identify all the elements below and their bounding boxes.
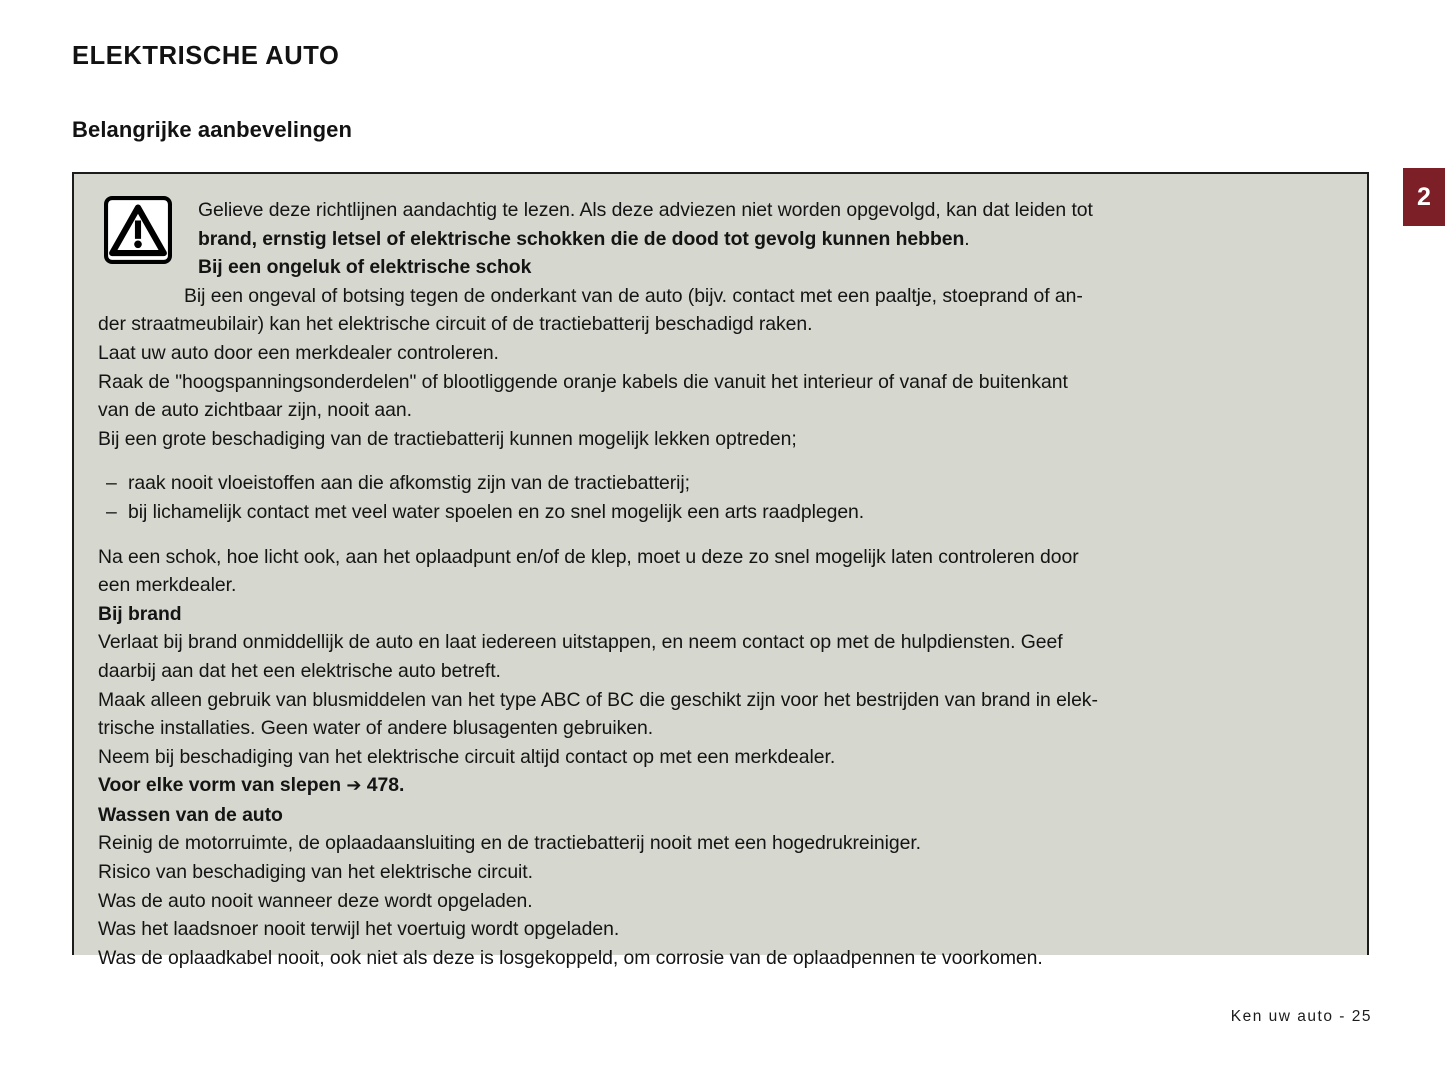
intro-line-2: [198, 225, 1343, 254]
paragraph-line: daarbij aan dat het een elektrische auto betreft.: [98, 659, 501, 682]
intro-line-3-heading: Bij een ongeluk of elektrische schok: [198, 256, 532, 279]
paragraph-line: Raak de "hoogspanningsonderdelen" of blootliggende oranje kabels die vanuit het interieur of vanaf de buitenkant: [98, 370, 1068, 393]
page-title: ELEKTRISCHE AUTO: [72, 42, 340, 70]
paragraph-line: een merkdealer.: [98, 574, 237, 597]
paragraph-line: Was de oplaadkabel nooit, ook niet als deze is losgekoppeld, om corrosie van de oplaadpennen te voorkomen.: [98, 946, 1043, 969]
paragraph-line: Reinig de motorruimte, de oplaadaansluiting en de tractiebatterij nooit met een hogedrukreiniger.: [98, 832, 921, 855]
warning-intro: [198, 196, 1343, 282]
towing-page-ref: 478: [366, 774, 399, 797]
leak-warning-list: [98, 469, 1343, 526]
intro-line-1: Gelieve deze richtlijnen aandachtig te lezen. Als deze adviezen niet worden opgevolgd, kan dat leiden tot: [198, 199, 1093, 221]
list-item-text: raak nooit vloeistoffen aan die afkomstig zijn van de tractiebatterij;: [128, 472, 691, 495]
paragraph-line: Na een schok, hoe licht ook, aan het oplaadpunt en/of de klep, moet u deze zo snel mogelijk laten controleren door: [98, 545, 1079, 568]
arrow-right-icon: ➔: [346, 775, 362, 797]
paragraph-line: Maak alleen gebruik van blusmiddelen van het type ABC of BC die geschikt zijn voor het bestrijden van brand in elek-: [98, 688, 1098, 711]
paragraph-line: Laat uw auto door een merkdealer controleren.: [98, 341, 499, 364]
paragraph-line: Risico van beschadiging van het elektrische circuit.: [98, 861, 533, 884]
paragraph-line-text: Bij een ongeval of botsing tegen de onderkant van de auto (bijv. contact met een paaltje, stoeprand of an-: [184, 284, 1083, 307]
chapter-tab-number: 2: [1417, 182, 1431, 211]
list-item: [98, 498, 1343, 527]
list-item-text: bij lichamelijk contact met veel water spoelen en zo snel mogelijk een arts raadplegen.: [128, 500, 865, 523]
paragraph-line: trische installaties. Geen water of andere blusagenten gebruiken.: [98, 717, 654, 740]
fire-subheading: Bij brand: [98, 602, 182, 625]
warning-callout-box: [72, 172, 1369, 969]
warning-triangle-icon: [104, 196, 172, 264]
paragraph-line: Verlaat bij brand onmiddellijk de auto en laat iedereen uitstappen, en neem contact op met de hulpdiensten. Geef: [98, 631, 1063, 654]
section-heading: Belangrijke aanbevelingen: [72, 117, 353, 142]
paragraph-line: Was het laadsnoer nooit terwijl het voertuig wordt opgeladen.: [98, 918, 620, 941]
warning-body: [98, 282, 1343, 973]
bullet-marker: –: [106, 500, 117, 523]
list-item: [98, 469, 1343, 498]
paragraph-line: der straatmeubilair) kan het elektrische circuit of de tractiebatterij beschadigd raken.: [98, 313, 813, 336]
towing-cross-reference: [98, 771, 1343, 801]
towing-tail: .: [398, 774, 405, 797]
towing-label: Voor elke vorm van slepen: [98, 774, 342, 797]
paragraph-line: Bij een grote beschadiging van de tractiebatterij kunnen mogelijk lekken optreden;: [98, 427, 797, 450]
bullet-marker: –: [106, 472, 117, 495]
paragraph-line: Neem bij beschadiging van het elektrische circuit altijd contact op met een merkdealer.: [98, 745, 836, 768]
paragraph-line: Was de auto nooit wanneer deze wordt opgeladen.: [98, 889, 533, 912]
washing-subheading: Wassen van de auto: [98, 803, 283, 826]
paragraph-line: van de auto zichtbaar zijn, nooit aan.: [98, 399, 412, 422]
paragraph-line: [98, 282, 1343, 311]
page-footer: Ken uw auto - 25: [1230, 1008, 1372, 1025]
intro-line-2-tail: .: [964, 227, 970, 250]
chapter-tab: [1403, 168, 1445, 226]
intro-line-2-bold: brand, ernstig letsel of elektrische schokken die de dood tot gevolg kunnen hebben: [198, 227, 965, 250]
